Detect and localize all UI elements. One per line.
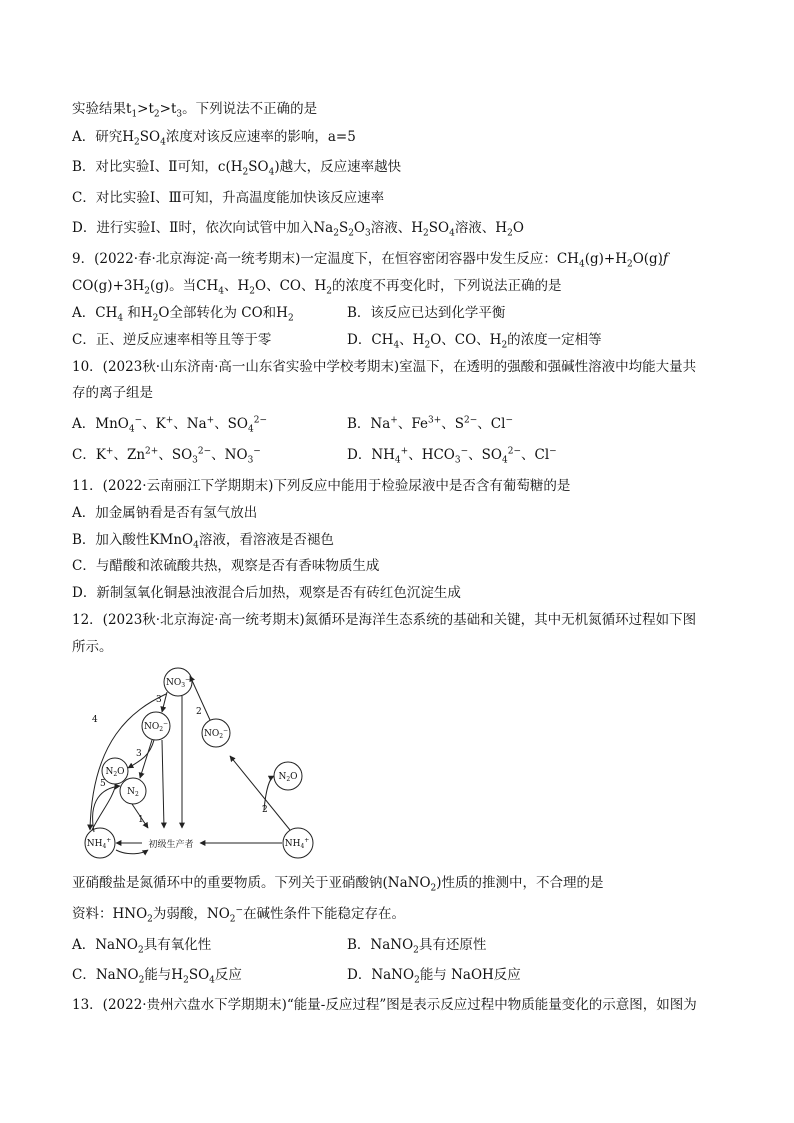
q9-stem-line1: 9．(2022·春·北京海淀·高一统考期末)一定温度下，在恒容密闭容器中发生反应：$CH_4(g)+H_2O(g)ƒ$ xyxy=(72,251,668,270)
q13-stem-line1: 13．(2022·贵州六盘水下学期期末)“能量-反应过程”图是表示反应过程中物质能量变化的示意图，如图为 xyxy=(72,997,697,1013)
arrow-nh4-to-producer-bottom xyxy=(116,850,148,854)
q12-stem-line1: 12．(2023秋·北京海淀·高一统考期末)氮循环是海洋生态系统的基础和关键，其中无机氮循环过程如下图 xyxy=(72,612,697,628)
q10-option-a: A．MnO$_4$−、K+、Na+、$SO_4^{2-}$ xyxy=(72,415,268,435)
label-primary-producer: 初级生产者 xyxy=(148,840,194,850)
q8-option-b: B．对比实验Ⅰ、Ⅱ可知，$c(H_2SO_4)$越大，反应速率越快 xyxy=(72,159,402,178)
step-label-3a: 3 xyxy=(156,695,162,705)
q8-stem-tail: 实验结果$t_1>t_2>t_3$。下列说法不正确的是 xyxy=(72,101,318,120)
label-no2-right: $NO_2^-$ xyxy=(203,727,229,740)
q10-stem-line2: 存的离子组是 xyxy=(72,385,153,401)
arrow-5-nh4-to-n2 xyxy=(93,786,120,832)
step-label-3b: 3 xyxy=(136,749,142,759)
q11-option-c: C．与醋酸和浓硫酸共热，观察是否有香味物质生成 xyxy=(72,558,380,574)
q12-option-b: B．NaNO$_2$具有还原性 xyxy=(347,937,487,956)
q9-option-a: A．$CH_4$ 和$H_2O$全部转化为 CO和$H_2$ xyxy=(72,305,294,324)
arrow-4-no3-to-nh4 xyxy=(90,694,169,830)
q10-option-d: D．$NH_4^+$、$HCO_3^-$、$SO_4^{2-}$、Cl− xyxy=(347,446,557,466)
step-label-5: 5 xyxy=(100,779,106,789)
label-no2-left: $NO_2^-$ xyxy=(143,720,169,733)
q9-option-b: B．该反应已达到化学平衡 xyxy=(347,305,506,321)
q12-info: 资料：$HNO_2$为弱酸，$NO_2^-$在碱性条件下能稳定存在。 xyxy=(72,905,406,925)
q12-stem-line2: 所示。 xyxy=(72,639,113,655)
step-label-2a: 2 xyxy=(196,707,202,717)
label-nh4-right: $NH_4^+$ xyxy=(284,837,310,850)
q12-option-d: D．NaNO$_2$能与 NaOH反应 xyxy=(347,967,521,986)
step-label-4: 4 xyxy=(92,715,98,725)
q11-option-d: D．新制氢氧化铜悬浊液混合后加热，观察是否有砖红色沉淀生成 xyxy=(72,585,461,601)
q9-option-c: C．正、逆反应速率相等且等于零 xyxy=(72,332,272,348)
q12-stem: 亚硝酸盐是氮循环中的重要物质。下列关于亚硝酸钠(NaNO$_2$)性质的推测中，不合理的是 xyxy=(72,875,604,894)
arrow-2-nh4-to-no2 xyxy=(230,756,290,830)
q10-option-b: B．Na+、$Fe^{3+}$、$S^{2-}$、Cl− xyxy=(347,415,513,432)
q10-stem-line1: 10．(2023秋·山东济南·高一山东省实验中学校考期末)室温下，在透明的强酸和强碱性溶液中均能大量共 xyxy=(72,359,697,375)
q9-stem-line2: $CO(g)+3H_2(g)$。当$CH_4$、$H_2O$、CO、$H_2$的浓度不再变化时，下列说法正确的是 xyxy=(72,278,562,297)
label-no3: $NO_3^-$ xyxy=(165,676,191,689)
label-n2o-right: $N_2O$ xyxy=(278,772,298,783)
q11-option-a: A．加金属钠看是否有氢气放出 xyxy=(72,505,258,521)
q8-option-d: D．进行实验Ⅰ、Ⅱ时，依次向试管中加入$Na_2S_2O_3$溶液、$H_2SO_4$溶液、$H_2O$ xyxy=(72,220,524,239)
q12-option-a: A．NaNO$_2$具有氧化性 xyxy=(72,937,212,956)
nitrogen-cycle-diagram xyxy=(72,660,332,860)
label-n2o-left: $N_2O$ xyxy=(105,767,125,778)
q8-option-a: A．研究$H_2SO_4$浓度对该反应速率的影响，a=5 xyxy=(72,129,356,148)
step-label-2b: 2 xyxy=(262,805,268,815)
label-nh4-left: $NH_4^+$ xyxy=(86,837,112,850)
q11-option-b: B．加入酸性KMnO$_4$溶液，看溶液是否褪色 xyxy=(72,532,334,551)
q8-option-c: C．对比实验Ⅰ、Ⅲ可知，升高温度能加快该反应速率 xyxy=(72,190,385,206)
arrow-5-line xyxy=(92,784,116,830)
q12-option-c: C．NaNO$_2$能与$H_2SO_4$反应 xyxy=(72,967,242,986)
step-label-1: 1 xyxy=(138,815,144,825)
q9-option-d: D．$CH_4$、$H_2O$、CO、$H_2$的浓度一定相等 xyxy=(347,332,602,351)
q10-option-c: C．K+、$Zn^{2+}$、$SO_3^{2-}$、$NO_3^-$ xyxy=(72,446,261,466)
q11-stem: 11．(2022·云南丽江下学期期末)下列反应中能用于检验尿液中是否含有葡萄糖的是 xyxy=(72,478,571,494)
label-n2: $N_2$ xyxy=(127,787,139,798)
arrow-no2-to-producer xyxy=(162,740,164,828)
